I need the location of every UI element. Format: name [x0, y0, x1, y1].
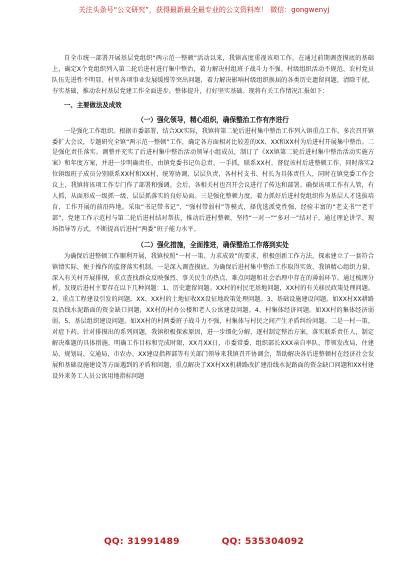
section-heading: 一、主要做法及成效 [64, 100, 122, 109]
document-body [52, 54, 374, 383]
subsection-title-2: （二）强化措施，全面推进，确保整治工作落到实处 [137, 240, 289, 249]
promo-banner: 关注头条号“公文研究”，获得最新最全最专业的公文资料库！ 微信：gongwenyj [78, 6, 330, 14]
qq-contact-alt: QQ: 535304092 [221, 537, 305, 547]
subsection-body-2: 为确保后进整顿工作顺利开展，我镇按照“一村一策、力求成效”的要求，积极创新工作方法，探索建立了一套符合镇情实际、便于操作的监督落实机制。一是深入调查摸底。为确保后进村集中整治工作取得实效，我镇精心组织力量，深入有关村开展排摸，重点查找群众反映强烈、事关民生的热点、难点问题和社会治理中存在的薄弱环节。通过梳理分析，发现后进村主要存在以下几种问题：1、历史遗留问题。XX村的村民宅基地问题，XX村的有关移民政策处理问题。2、重点工程建设引发的问题。XX、XX村的土地征收XX设征地政策处理问题。3、基础设施建设问题。如XX村XX耕路及沿线水泥路面的资金缺口问题，XX村的村办公楼和老人公寓建设问题。4、村集体经济问题。如XX村的集体经济弱弱，5、基层组织建设问题。如XX村的村两委班子战斗力不强，村集体与村民之间产生矛盾纠纷问题。二是一村一策，对症下药。针对排摸出的系列问题，我镇积极探索原因，进一步细化分解，逐村制定整治方案，落实联系责任人，制定解决难题的具体措施，明确工作目标和完成时限，XX月XX日，市委常委、组织部长XXX亲自率队，带领发改局、住建局、规划局、交通局、市农办、XX建设指挥部等有关部门领导来我镇召开协调会，帮助解决各后进整顿村在经济社会发展和基础设施建设等方面遇到的矛盾和问题，重点解决了XX村XX机耕路改扩建沿线水泥路面的资金缺口问题和XX村建设外来务工人员公寓用地指标问题 [52, 252, 374, 380]
intro-paragraph: 自全市统一部署开展基层党组织“两示范一整顿”活动以来，我镇高度重视该项工作，在通过前期调查摸底的基础上，确定X个党组织列入第二轮后进村进行集中整治，着力解决村组班子战斗力不强、村级组织活动不规范、农村党员队伍先进性不明显、村里各项事业发展缓慢等突出问题，着力解决影响村级组织换届的各类历史遗留问题，清除干扰，夯实基础，推动农村基层党建工作全面进步、整体提升，打好坚实基础。现将有关工作情况汇报如下： [52, 55, 374, 95]
subsection-body-1: 一是强化工作组织。根据市委部署，结合XX实际，我镇将第二轮后进村集中整治工作列入镇重点工作，多次召开镇委扩大会议，专题研究全镇“两示范一整顿”工作，确定各方面相对比较差的XX、XX和XX村为后进村开展集中整治。二是强化责任落实。调整并充实了后进村集中整治活动领导小组成员，制订了《XX镇第二轮后进村集中整治活动实施方案》和年度方案，并进一步明确责任，由镇党委书记负总责、一手抓，联系XX村，督促该村后进整顿工作，同时落实2位镇级班子成员分别联系XX村和XX村，统筹协调、层层负责，各村村支书、村长为具体责任人，同时在镇党委工作会议上，我镇将该项工作专门作了部署和强调。会后，各相关村也召开会议进行了传达和部署。确保该项工作有人管，有人抓，从面形成一级抓一级、层层抓落实的良好局面。三是强化整顿力度，着力抓好后进村党组织作为基层人才选拔培育，工作开展的前沿阵地。采取“书记带书记”、“强村带弱村”等模式，择优选派党性强、经验丰富的“老支书”“老干部”，党建工作示范村与第二轮后进村结对帮扶，推动后进村整顿，坚持“一对一”“多对一”结对子，通过理论讲学、现场指导等方式，不断提高后进村“两委”班子能力水平。 [52, 127, 374, 233]
contact-footer [0, 537, 408, 547]
qq-contact: QQ: 31991489 [103, 537, 180, 547]
subsection-title-1: （一）强化领导，精心组织，确保整治工作有序进行 [137, 115, 289, 124]
